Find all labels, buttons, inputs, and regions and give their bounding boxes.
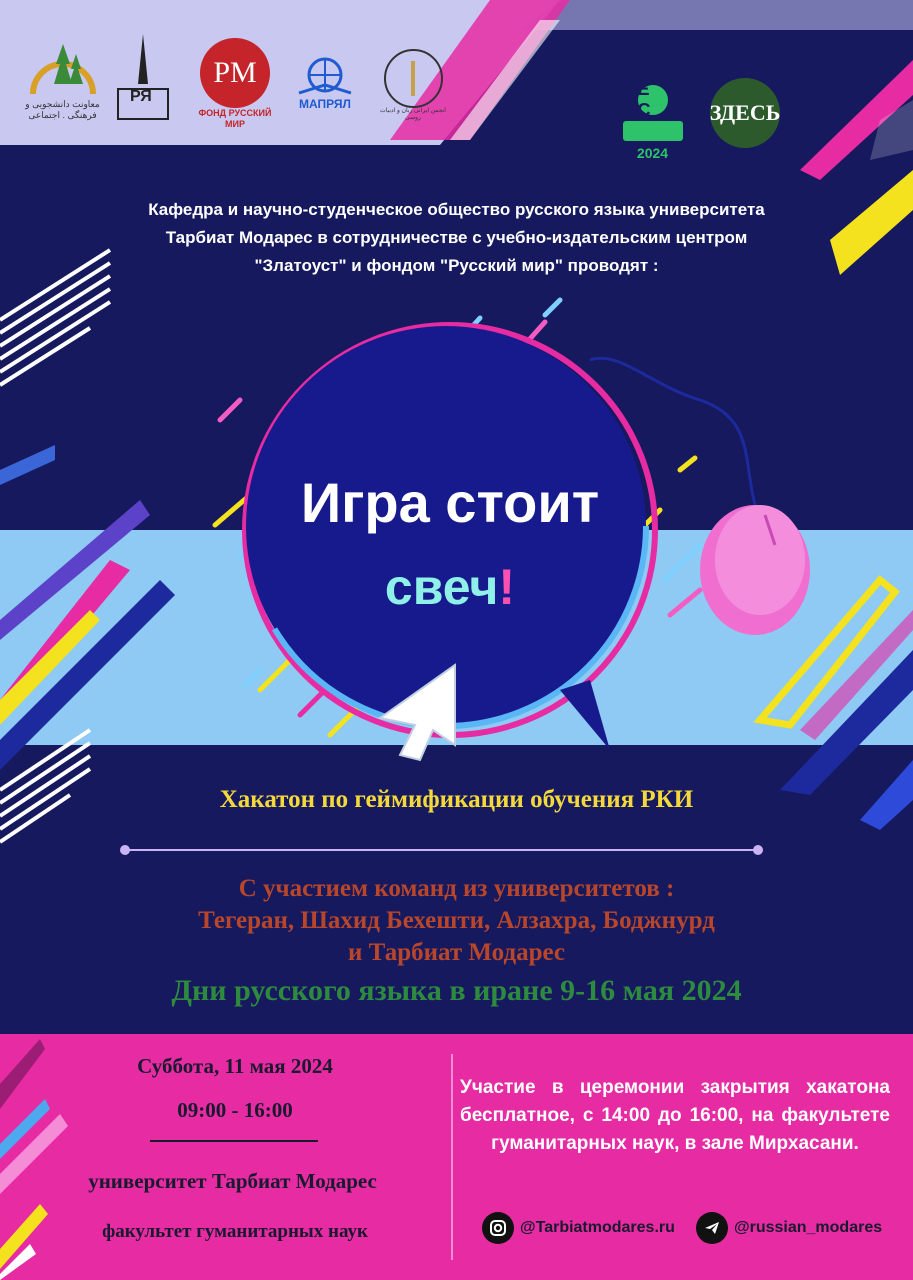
teams-line-1: С участием команд из университетов : (238, 875, 675, 902)
event-date: Суббота, 11 мая 2024 (137, 1054, 333, 1078)
language-days-text: Дни русского языка в иране 9-16 мая 2024 (171, 974, 742, 1007)
event-time: 09:00 - 16:00 (177, 1098, 293, 1122)
language-days-logo (610, 70, 695, 175)
russkiy-mir-emblem-icon: РМ (200, 38, 270, 108)
logo-letters: РЯ (130, 88, 152, 105)
logo-caption: ЗДЕСЬ (709, 100, 781, 125)
main-title: Игра стоит (300, 471, 600, 534)
intro-line-2: Тарбиат Модарес в сотрудничестве с учебно-издательским центром (165, 228, 748, 247)
intro-line-1: Кафедра и научно-студенческое общество русского языка университета (148, 200, 765, 219)
instagram-handle: @Tarbiatmodares.ru (520, 1219, 675, 1236)
instagram-contact[interactable] (482, 1212, 675, 1244)
logo-caption: انجمن ایرانی زبان و ادبیات روسی (380, 108, 446, 121)
open-book-icon (623, 121, 683, 141)
intro-line-3: "Златоуст" и фондом "Русский мир" проводят : (254, 256, 659, 275)
globe-book-icon (297, 55, 353, 97)
instagram-icon (482, 1212, 514, 1244)
russkiy-mir-logo (190, 36, 280, 131)
telegram-contact[interactable] (696, 1212, 882, 1244)
event-university: университет Тарбиат Модарес (88, 1169, 377, 1193)
teams-text (100, 873, 813, 969)
logo-caption: معاونت دانشجویی و فرهنگی . اجتماعی (25, 98, 100, 120)
hackathon-subtitle: Хакатон по геймификации обучения РКИ (219, 786, 694, 813)
telegram-icon (696, 1212, 728, 1244)
speech-bubbles-icon: Ё С (638, 85, 668, 115)
intro-text (90, 196, 823, 280)
exclamation-mark: ! (498, 559, 516, 615)
logo-caption: МАПРЯЛ (299, 97, 351, 111)
russian-language-society-logo (108, 26, 178, 136)
teams-line-2: Тегеран, Шахид Бехешти, Алзахра, Боджнурд (198, 907, 715, 934)
mapryal-logo (290, 48, 360, 118)
association-seal-icon (384, 49, 443, 108)
telegram-handle: @russian_modares (734, 1219, 883, 1236)
logo-caption: ФОНД РУССКИЙ МИР (198, 107, 272, 129)
participation-info: Участие в церемонии закрытия хакатона бесплатное, с 14:00 до 16:00, на факультете гуманитарных наук, в зале Мирхасани. (460, 1077, 890, 1154)
zlatoust-logo (710, 78, 780, 148)
main-title-second-line (270, 558, 630, 616)
title-word: свеч (384, 559, 499, 615)
tower-book-icon (113, 34, 173, 129)
event-faculty: факультет гуманитарных наук (102, 1221, 368, 1242)
logo-year: 2024 (636, 144, 669, 161)
university-emblem-icon (28, 39, 98, 99)
tarbiat-modares-logo (20, 22, 105, 137)
teams-line-3: и Тарбиат Модарес (348, 939, 565, 966)
iranian-association-logo (372, 48, 454, 123)
